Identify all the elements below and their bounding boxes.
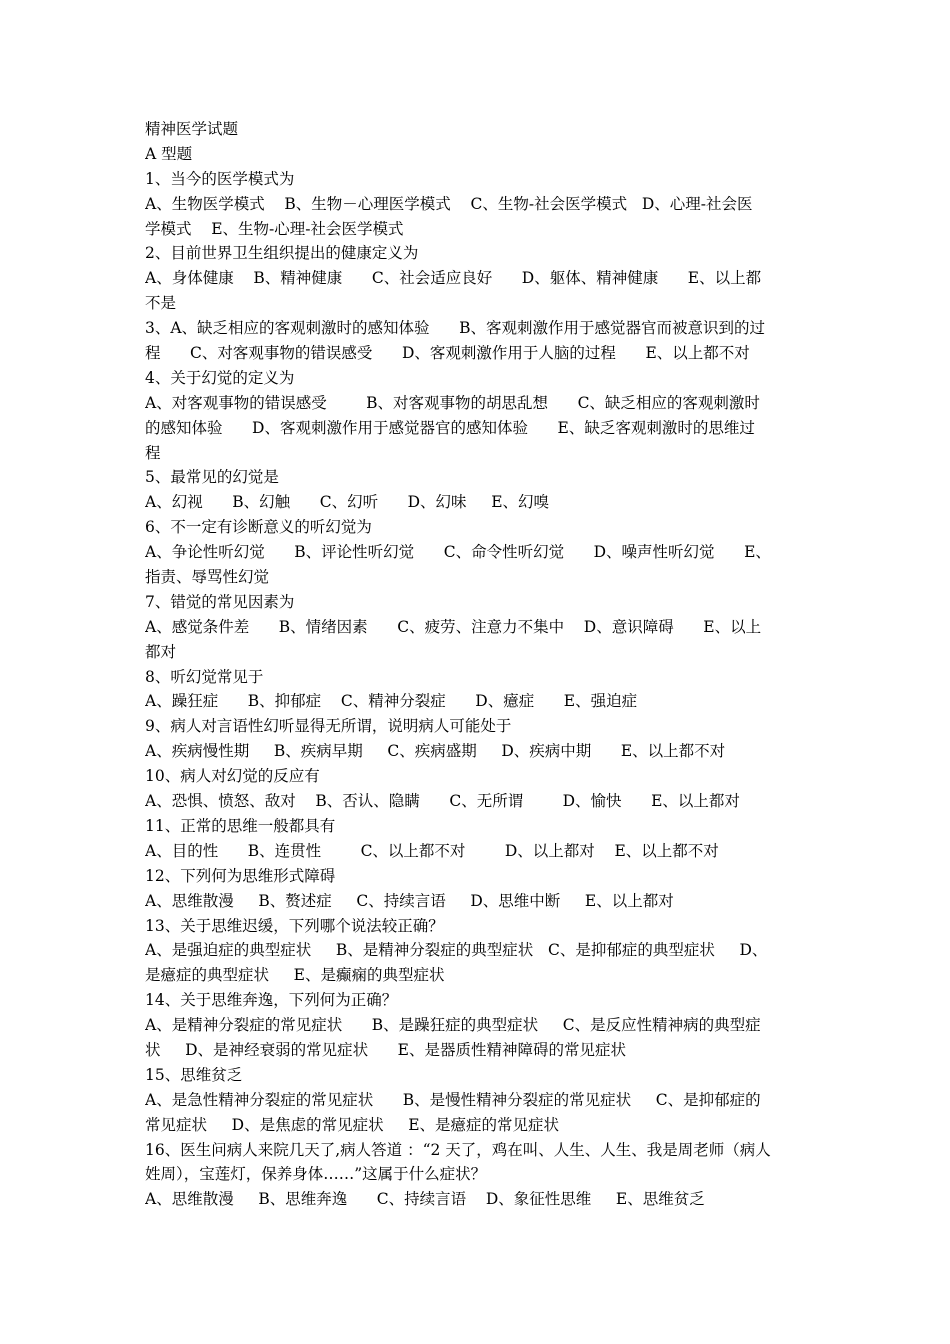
question-line: 的感知体验 D、客观刺激作用于感觉器官的感知体验 E、缺乏客观刺激时的思维过: [145, 418, 755, 437]
question-line: 7、错觉的常见因素为: [145, 592, 295, 611]
question-line: 5、最常见的幻觉是: [145, 468, 279, 487]
question-line: A、感觉条件差 B、情绪因素 C、疲劳、注意力不集中 D、意识障碍 E、以上: [145, 617, 762, 636]
question-line: 14、关于思维奔逸，下列何为正确？: [145, 991, 398, 1010]
question-line: 8、听幻觉常见于: [145, 667, 264, 686]
question-line: 常见症状 D、是焦虑的常见症状 E、是癔症的常见症状: [145, 1115, 560, 1134]
question-line: A、争论性听幻觉 B、评论性听幻觉 C、命令性听幻觉 D、噪声性听幻觉 E、: [145, 543, 771, 562]
question-line: 2、目前世界卫生组织提出的健康定义为: [145, 244, 419, 263]
question-line: 程: [145, 443, 161, 462]
question-line: A、恐惧、愤怒、敌对 B、否认、隐瞒 C、无所谓 D、愉快 E、以上都对: [145, 792, 740, 811]
question-line: 状 D、是神经衰弱的常见症状 E、是器质性精神障碍的常见症状: [145, 1040, 626, 1059]
question-line: 姓周），宝莲灯，保养身体……”这属于什么症状？: [145, 1165, 487, 1184]
exam-document: [145, 117, 809, 1212]
question-line: A、对客观事物的错误感受 B、对客观事物的胡思乱想 C、缺乏相应的客观刺激时: [145, 393, 760, 412]
question-line: 16、医生问病人来院几天了,病人答道 ：“2 天了，鸡在叫、人生、人生、我是周老师（病人: [145, 1140, 771, 1159]
question-line: 11、正常的思维一般都具有: [145, 816, 336, 835]
question-line: 1、当今的医学模式为: [145, 169, 295, 188]
question-line: 学模式 E、生物-心理-社会医学模式: [145, 219, 404, 238]
question-list: [145, 167, 809, 1212]
question-line: 6、不一定有诊断意义的听幻觉为: [145, 518, 372, 537]
question-line: 都对: [145, 642, 177, 661]
question-line: 13、关于思维迟缓，下列哪个说法较正确？: [145, 916, 444, 935]
question-line: 4、关于幻觉的定义为: [145, 368, 295, 387]
question-line: A、生物医学模式 B、生物－心理医学模式 C、生物-社会医学模式 D、心理-社会医: [145, 194, 753, 213]
question-line: A、身体健康 B、精神健康 C、社会适应良好 D、躯体、精神健康 E、以上都: [145, 269, 762, 288]
question-line: A、是强迫症的典型症状 B、是精神分裂症的典型症状 C、是抑郁症的典型症状 D、: [145, 941, 768, 960]
question-line: 3、A、缺乏相应的客观刺激时的感知体验 B、客观刺激作用于感觉器官而被意识到的过: [145, 319, 766, 338]
document-title: 精神医学试题: [145, 120, 239, 138]
section-heading: A 型题: [145, 144, 193, 163]
question-line: A、思维散漫 B、赘述症 C、持续言语 D、思维中断 E、以上都对: [145, 891, 674, 910]
question-line: 9、病人对言语性幻听显得无所谓，说明病人可能处于: [145, 717, 512, 736]
question-line: A、幻视 B、幻触 C、幻听 D、幻味 E、幻嗅: [145, 493, 550, 512]
question-line: A、是精神分裂症的常见症状 B、是躁狂症的典型症状 C、是反应性精神病的典型症: [145, 1016, 761, 1035]
question-line: 12、下列何为思维形式障碍: [145, 866, 336, 885]
question-line: 程 C、对客观事物的错误感受 D、客观刺激作用于人脑的过程 E、以上都不对: [145, 344, 750, 363]
question-line: 指责、辱骂性幻觉: [145, 568, 270, 587]
question-line: A、思维散漫 B、思维奔逸 C、持续言语 D、象征性思维 E、思维贫乏: [145, 1190, 705, 1209]
question-line: 10、病人对幻觉的反应有: [145, 767, 320, 786]
question-line: 不是: [145, 294, 177, 313]
question-line: 是癔症的典型症状 E、是癫痫的典型症状: [145, 966, 445, 985]
question-line: A、疾病慢性期 B、疾病早期 C、疾病盛期 D、疾病中期 E、以上都不对: [145, 742, 726, 761]
question-line: A、是急性精神分裂症的常见症状 B、是慢性精神分裂症的常见症状 C、是抑郁症的: [145, 1090, 761, 1109]
question-line: A、躁狂症 B、抑郁症 C、精神分裂症 D、癔症 E、强迫症: [145, 692, 638, 711]
question-line: A、目的性 B、连贯性 C、以上都不对 D、以上都对 E、以上都不对: [145, 841, 719, 860]
question-line: 15、思维贫乏: [145, 1065, 243, 1084]
